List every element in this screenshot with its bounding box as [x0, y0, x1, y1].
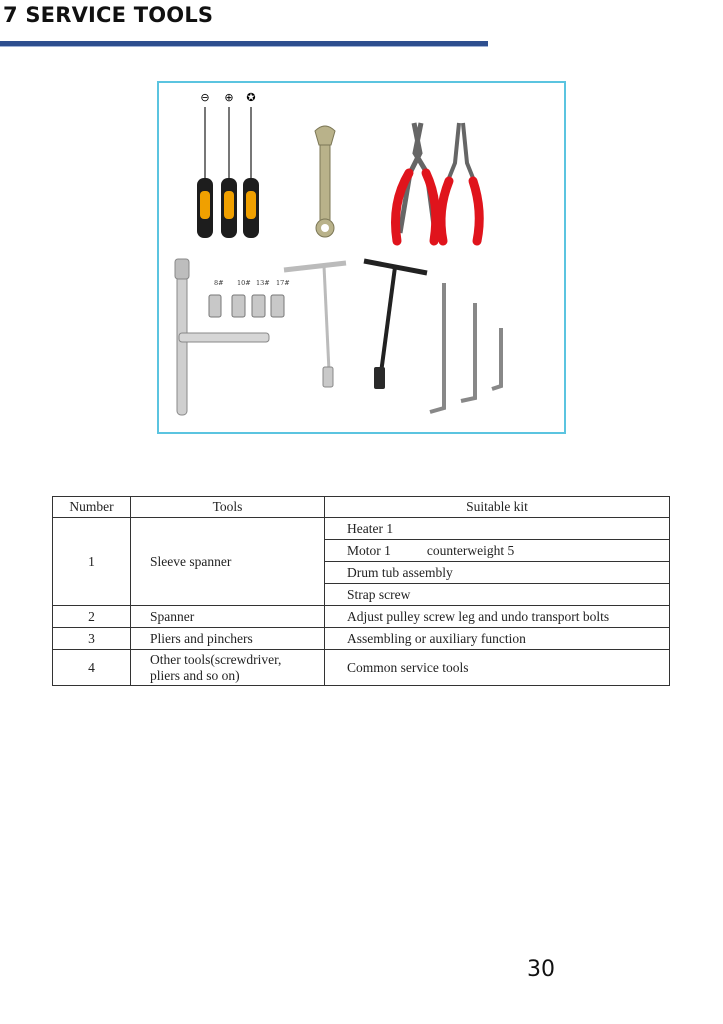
- row-tool: Sleeve spanner: [131, 518, 325, 606]
- row-kit: Strap screw: [325, 584, 670, 606]
- row-kit: Drum tub assembly: [325, 562, 670, 584]
- row-tool-line: Other tools(screwdriver,: [150, 651, 282, 667]
- row-number: 1: [53, 518, 131, 606]
- table-header-row: [53, 497, 670, 518]
- service-tools-table: [52, 496, 670, 686]
- row-tool: [131, 650, 325, 686]
- row-tool-line: pliers and so on): [150, 667, 240, 683]
- socket-label: 13#: [256, 279, 270, 287]
- kit-counterweight: counterweight 5: [426, 542, 515, 558]
- header-number: Number: [53, 497, 131, 518]
- row-number: 3: [53, 628, 131, 650]
- title-underline: [0, 41, 488, 47]
- tools-photo: [157, 81, 566, 434]
- tip-phillips-icon: ⊕: [224, 91, 234, 104]
- row-number: 2: [53, 606, 131, 628]
- tools-illustration: [159, 83, 564, 432]
- socket-label: 8#: [214, 279, 224, 287]
- socket-set-icon: [209, 295, 284, 317]
- row-kit: Assembling or auxiliary function: [325, 628, 670, 650]
- socket-label: 17#: [276, 279, 290, 287]
- kit-motor: Motor 1: [347, 542, 391, 558]
- table-row: [53, 650, 670, 686]
- table-row: [53, 628, 670, 650]
- section-title: 7 SERVICE TOOLS: [3, 3, 214, 27]
- spanner-icon: [315, 126, 335, 237]
- row-kit: [325, 540, 670, 562]
- table-row: [53, 606, 670, 628]
- screwdriver-set-icon: [197, 107, 259, 238]
- row-kit: Heater 1: [325, 518, 670, 540]
- table-row: [53, 518, 670, 540]
- t-wrench-silver-icon: [284, 263, 346, 387]
- header-tools: Tools: [131, 497, 325, 518]
- t-wrench-black-icon: [364, 261, 427, 389]
- row-tool: Spanner: [131, 606, 325, 628]
- row-tool: Pliers and pinchers: [131, 628, 325, 650]
- header-suitable-kit: Suitable kit: [325, 497, 670, 518]
- socket-label: 10#: [237, 279, 251, 287]
- row-kit: Common service tools: [325, 650, 670, 686]
- page-number: 30: [527, 957, 555, 982]
- pliers-icon: [396, 123, 480, 241]
- hex-keys-icon: [430, 283, 501, 412]
- tip-torx-icon: ✪: [246, 91, 256, 104]
- row-number: 4: [53, 650, 131, 686]
- tip-slotted-icon: ⊖: [200, 91, 210, 104]
- row-kit: Adjust pulley screw leg and undo transport bolts: [325, 606, 670, 628]
